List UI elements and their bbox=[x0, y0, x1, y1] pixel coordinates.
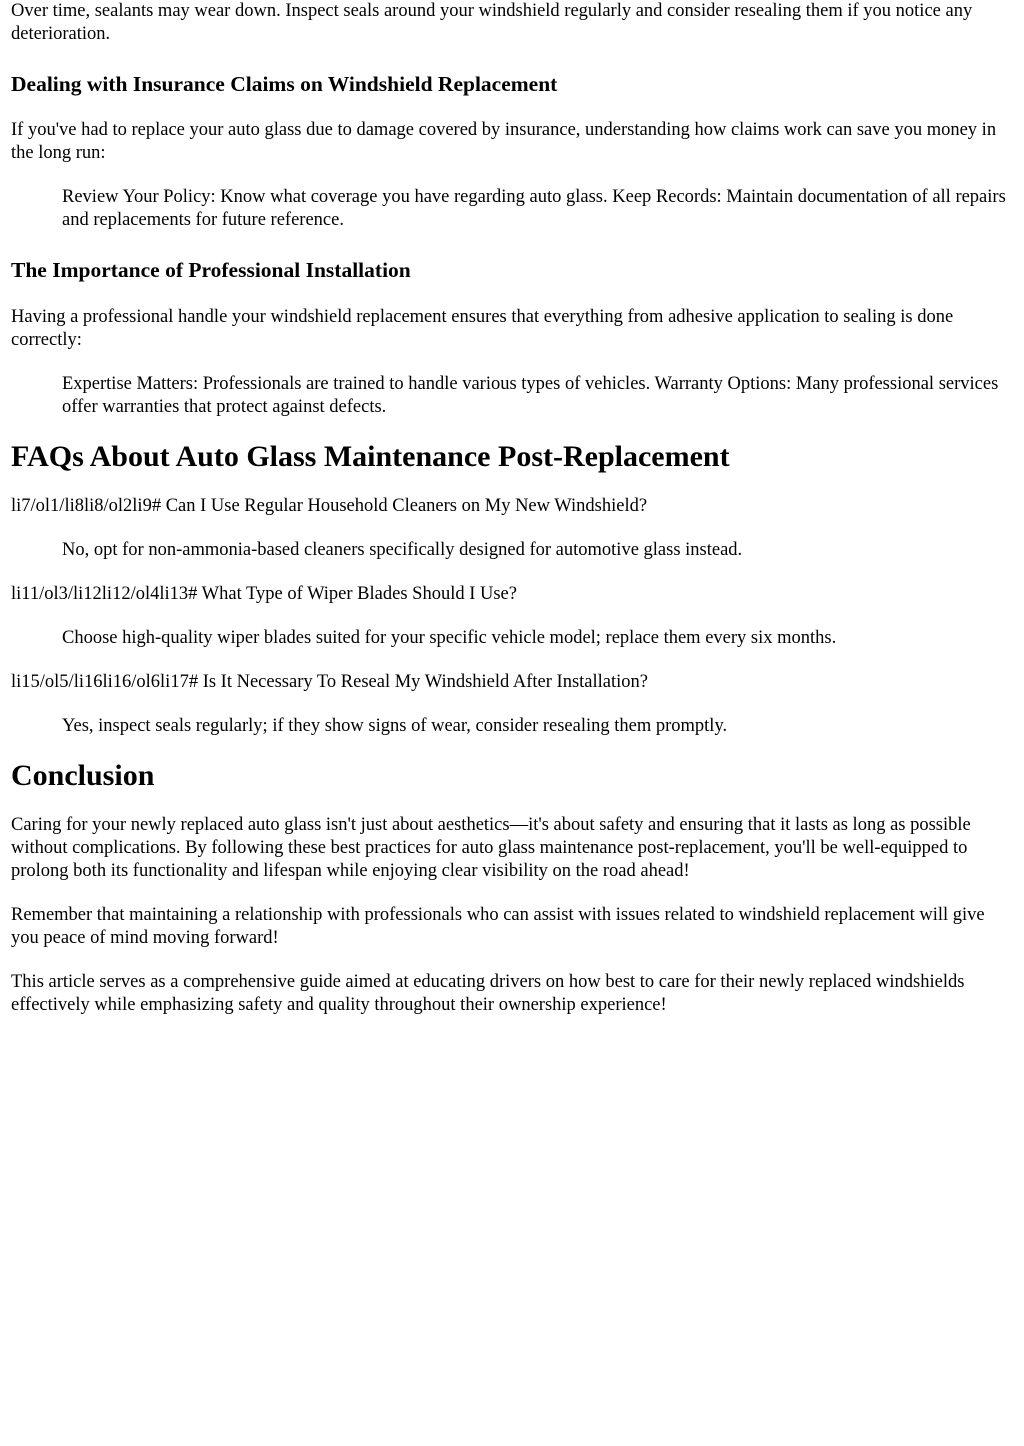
insurance-heading: Dealing with Insurance Claims on Windshield Replacement bbox=[11, 72, 558, 96]
intro-paragraph: Over time, sealants may wear down. Inspect seals around your windshield regularly and consider resealing them if you notice any deterioration. bbox=[11, 1, 973, 44]
conclusion-paragraph: This article serves as a comprehensive guide aimed at educating drivers on how best to care for their newly replaced windshields effectively while emphasizing safety and quality throughout their ownership experience! bbox=[11, 972, 965, 1015]
professional-list-text: Expertise Matters: Professionals are trained to handle various types of vehicles. Warranty Options: Many professional services offer warranties that protect against defects. bbox=[62, 374, 999, 417]
faq-answer: Choose high-quality wiper blades suited for your specific vehicle model; replace them every six months. bbox=[62, 628, 837, 648]
conclusion-heading: Conclusion bbox=[11, 759, 155, 792]
professional-heading: The Importance of Professional Installation bbox=[11, 258, 411, 282]
conclusion-paragraph: Remember that maintaining a relationship with professionals who can assist with issues related to windshield replacement will give you peace of mind moving forward! bbox=[11, 905, 985, 948]
conclusion-paragraph: Caring for your newly replaced auto glass isn't just about aesthetics—it's about safety and ensuring that it lasts as long as possible without complications. By following these best practices for auto glass maintenance post-replacement, you'll be well-equipped to prolong both its functionality and lifespan while enjoying clear visibility on the road ahead! bbox=[11, 815, 971, 881]
insurance-list-text: Review Your Policy: Know what coverage you have regarding auto glass. Keep Records: Maintain documentation of all repairs and replacements for future reference. bbox=[62, 187, 1006, 230]
faq-answer: Yes, inspect seals regularly; if they show signs of wear, consider resealing them promptly. bbox=[62, 716, 728, 736]
faq-question: li15/ol5/li16li16/ol6li17# Is It Necessary To Reseal My Windshield After Installation? bbox=[11, 672, 648, 692]
faqs-heading: FAQs About Auto Glass Maintenance Post-Replacement bbox=[11, 440, 730, 473]
insurance-paragraph: If you've had to replace your auto glass due to damage covered by insurance, understanding how claims work can save you money in the long run: bbox=[11, 120, 997, 163]
faq-question: li11/ol3/li12li12/ol4li13# What Type of Wiper Blades Should I Use? bbox=[11, 584, 517, 604]
faq-answer: No, opt for non-ammonia-based cleaners specifically designed for automotive glass instead. bbox=[62, 540, 743, 560]
faq-question: li7/ol1/li8li8/ol2li9# Can I Use Regular Household Cleaners on My New Windshield? bbox=[11, 496, 648, 516]
professional-paragraph: Having a professional handle your windshield replacement ensures that everything from adhesive application to sealing is done correctly: bbox=[11, 307, 954, 350]
